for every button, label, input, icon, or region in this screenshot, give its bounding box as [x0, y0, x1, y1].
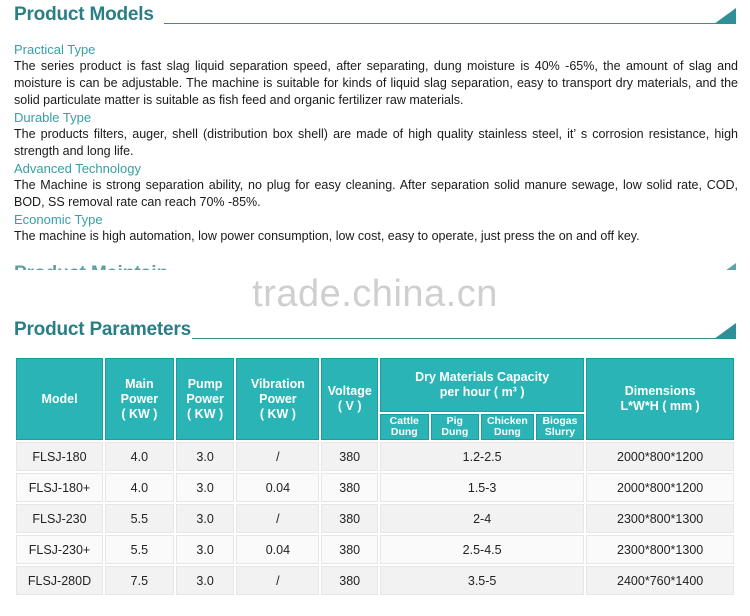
durable-type-text: The products filters, auger, shell (distribution box shell) are made of high quality stainless steel, it’ s corrosion resistance, high strength and long life.: [14, 127, 738, 158]
header-biogas-slurry: Biogas Slurry: [536, 414, 585, 440]
cell-pump-power: 3.0: [176, 473, 235, 502]
header-model: Model: [16, 358, 103, 440]
cell-voltage: 380: [321, 504, 378, 533]
table-row: [16, 442, 734, 471]
product-parameters-header: [14, 315, 736, 345]
header-pig-dung: Pig Dung: [431, 414, 480, 440]
cell-voltage: 380: [321, 473, 378, 502]
cell-voltage: 380: [321, 442, 378, 471]
cell-pump-power: 3.0: [176, 504, 235, 533]
cell-main-power: 5.5: [105, 504, 174, 533]
cell-capacity: 2-4: [380, 504, 584, 533]
cell-voltage: 380: [321, 566, 378, 595]
table-row: [16, 535, 734, 564]
cell-pump-power: 3.0: [176, 442, 235, 471]
header-dimensions: Dimensions L*W*H ( mm ): [586, 358, 734, 440]
table-row: [16, 504, 734, 533]
product-models-header: [14, 0, 736, 30]
header-main-power: Main Power ( KW ): [105, 358, 174, 440]
header-capacity: Dry Materials Capacity per hour ( m³ ): [380, 358, 584, 412]
advanced-technology-text: The Machine is strong separation ability, no plug for easy cleaning. After separation solid manure sewage, low solid rate, COD, BOD, SS removal rate can reach 70% -85%.: [14, 178, 738, 209]
cell-dimensions: 2300*800*1300: [586, 504, 734, 533]
advanced-technology-heading: Advanced Technology: [14, 161, 141, 176]
cell-model: FLSJ-280D: [16, 566, 103, 595]
cell-dimensions: 2000*800*1200: [586, 442, 734, 471]
cell-main-power: 4.0: [105, 473, 174, 502]
practical-type-text: The series product is fast slag liquid separation speed, after separating, dung moisture is 40% -65%, the amount of slag and moisture is can be adjustable. The machine is suitable for kinds of liquid slag separation, easy to transport dry materials, and the solid particulate matter is suitable as fish feed and organic fertilizer raw materials.: [14, 59, 738, 107]
table-row: [16, 566, 734, 595]
header-vibration-power: Vibration Power ( KW ): [236, 358, 319, 440]
cell-model: FLSJ-180: [16, 442, 103, 471]
header-pump-power: Pump Power ( KW ): [176, 358, 235, 440]
cell-model: FLSJ-230+: [16, 535, 103, 564]
header-rule: [192, 338, 736, 339]
cell-capacity: 3.5-5: [380, 566, 584, 595]
cell-pump-power: 3.0: [176, 535, 235, 564]
header-voltage: Voltage ( V ): [321, 358, 378, 440]
cell-voltage: 380: [321, 535, 378, 564]
header-rule: [164, 23, 736, 24]
cell-vibration-power: 0.04: [236, 473, 319, 502]
table-row: [16, 473, 734, 502]
header-cattle-dung: Cattle Dung: [380, 414, 429, 440]
product-models-title: Product Models: [14, 4, 154, 25]
product-parameters-title: Product Parameters: [14, 319, 191, 340]
cell-model: FLSJ-180+: [16, 473, 103, 502]
cell-capacity: 1.5-3: [380, 473, 584, 502]
cell-main-power: 7.5: [105, 566, 174, 595]
corner-triangle-icon: [714, 8, 736, 24]
cell-dimensions: 2400*760*1400: [586, 566, 734, 595]
header-chicken-dung: Chicken Dung: [481, 414, 534, 440]
cell-vibration-power: 0.04: [236, 535, 319, 564]
durable-type-heading: Durable Type: [14, 110, 92, 125]
cell-main-power: 4.0: [105, 442, 174, 471]
cell-dimensions: 2300*800*1300: [586, 535, 734, 564]
product-description: [14, 41, 738, 245]
practical-type-heading: Practical Type: [14, 42, 96, 57]
economic-type-text: The machine is high automation, low power consumption, low cost, easy to operate, just press the on and off key.: [14, 229, 640, 243]
parameters-table: [14, 356, 736, 597]
cell-dimensions: 2000*800*1200: [586, 473, 734, 502]
cell-main-power: 5.5: [105, 535, 174, 564]
cell-vibration-power: /: [236, 566, 319, 595]
corner-triangle-icon: [714, 323, 736, 339]
cell-vibration-power: /: [236, 504, 319, 533]
cell-capacity: 1.2-2.5: [380, 442, 584, 471]
cell-capacity: 2.5-4.5: [380, 535, 584, 564]
watermark: trade.china.cn: [252, 273, 498, 315]
cell-pump-power: 3.0: [176, 566, 235, 595]
cell-model: FLSJ-230: [16, 504, 103, 533]
cell-vibration-power: /: [236, 442, 319, 471]
economic-type-heading: Economic Type: [14, 212, 103, 227]
